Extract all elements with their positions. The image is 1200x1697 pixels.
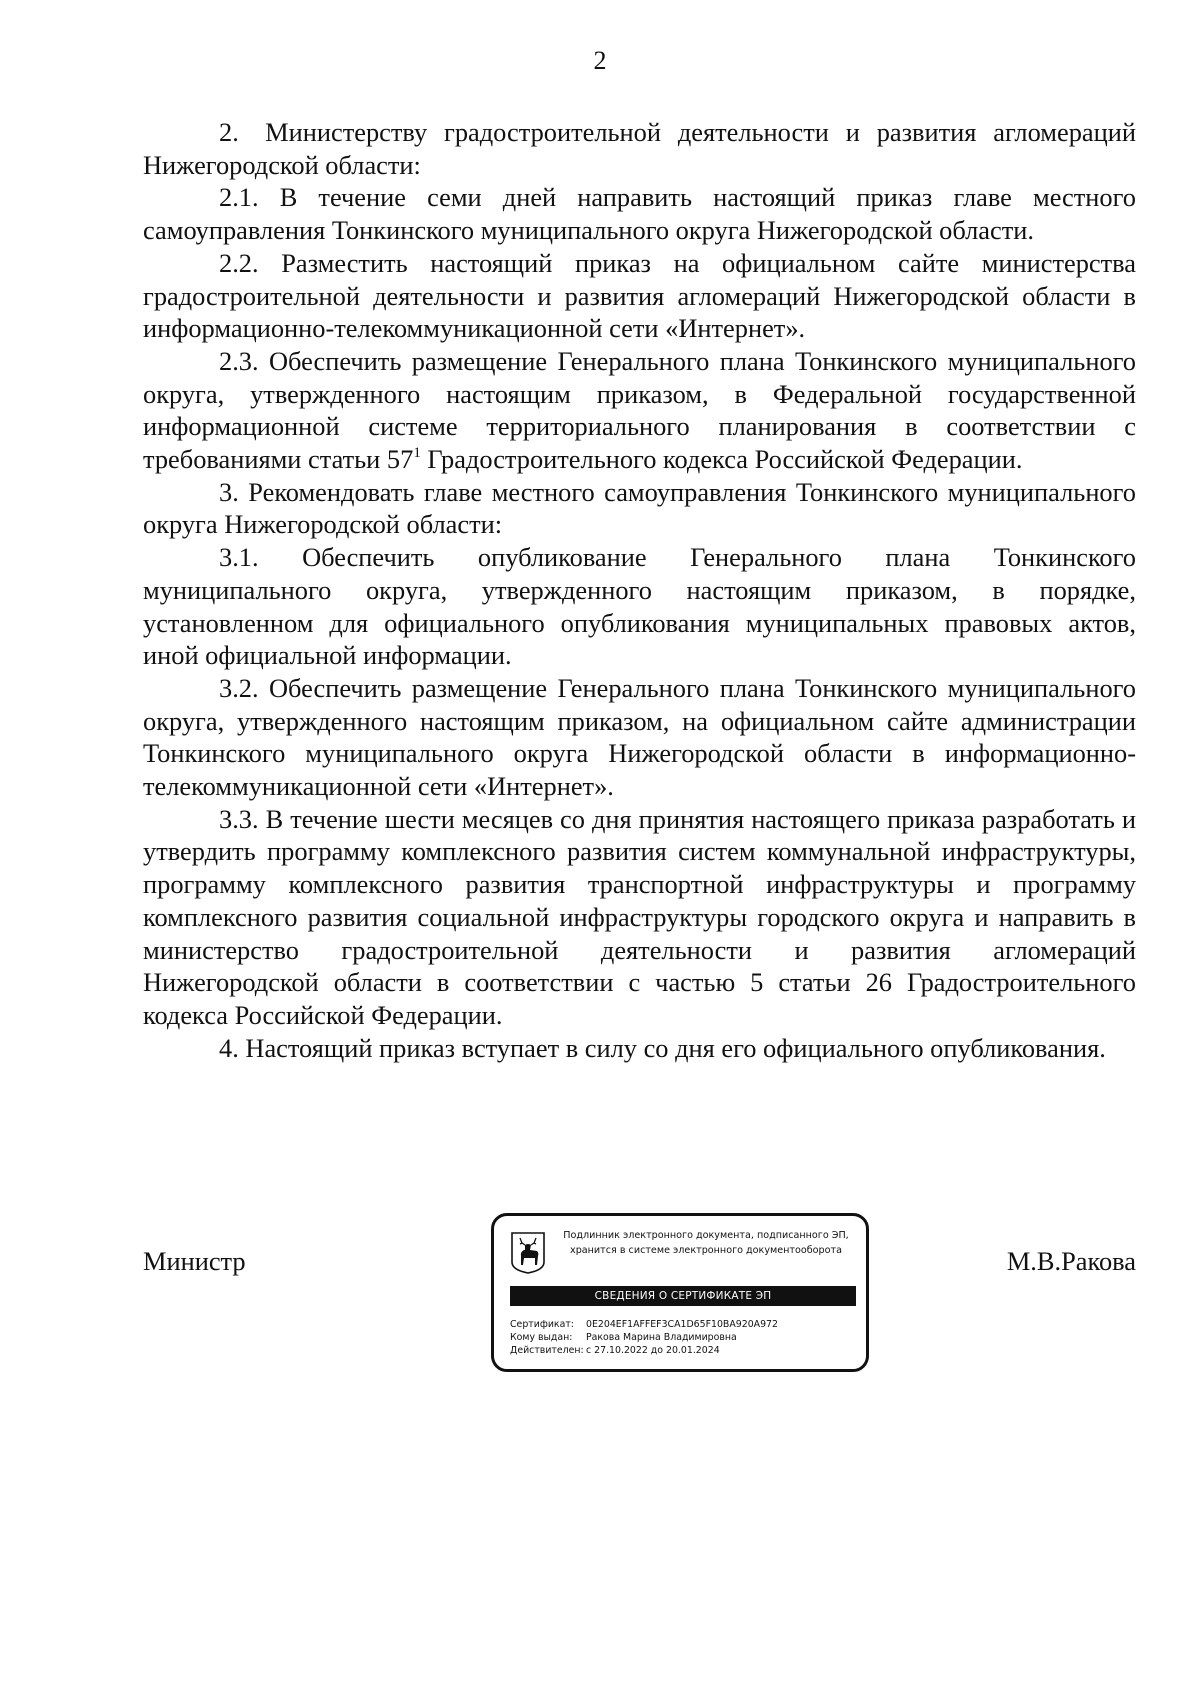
certificate-details [510,1318,856,1357]
stamp-header [552,1228,860,1258]
signatory-name: М.В.Ракова [1006,1246,1136,1276]
paragraph-2-1: 2.1. В течение семи дней направить настоящий приказ главе местного самоуправления Тонкинского муниципального округа Нижегородской области. [143,182,1136,246]
certificate-info-bar: СВЕДЕНИЯ О СЕРТИФИКАТЕ ЭП [510,1286,856,1306]
stamp-header-line-1: Подлинник электронного документа, подписанного ЭП, [563,1230,849,1241]
owner-row [510,1331,856,1344]
paragraph-3-2: 3.2. Обеспечить размещение Генерального плана Тонкинского муниципального округа, утвержденного настоящим приказом, на официальном сайте администрации Тонкинского муниципального округа Нижегородской области в информационно-телекоммуникационной сети «Интернет». [143,672,1136,802]
validity-label: Действителен: [510,1345,584,1356]
paragraph-3-3: 3.3. В течение шести месяцев со дня принятия настоящего приказа разработать и утвердить программу комплексного развития систем коммунальной инфраструктуры, программу комплексного развития транспортной инфраструктуры и программу комплексного развития социальной инфраструктуры городского округа и направить в министерство градостроительной деятельности и развития агломераций Нижегородской области в соответствии с частью 5 статьи 26 Градостроительного кодекса Российской Федерации. [143,803,1136,1030]
paragraph-3: 3. Рекомендовать главе местного самоуправления Тонкинского муниципального округа Нижегородской области: [143,476,1136,540]
paragraph-2-3-text: 2.3. Обеспечить размещение Генерального плана Тонкинского муниципального округа, утвержденного настоящим приказом, в Федеральной государственной информационной системе территориального планирования в соответствии с требованиями статьи 57 [143,345,1136,475]
validity-row [510,1344,856,1357]
owner-label: Кому выдан: [510,1332,573,1343]
owner-value: Ракова Марина Владимировна [586,1332,737,1343]
paragraph-2-2: 2.2. Разместить настоящий приказ на официальном сайте министерства градостроительной деятельности и развития агломераций Нижегородской области в информационно-телекоммуникационной сети «Интернет». [143,247,1136,344]
electronic-signature-stamp [491,1213,869,1372]
paragraph-3-1: 3.1. Обеспечить опубликование Генерального плана Тонкинского муниципального округа, утвержденного настоящим приказом, в порядке, установленном для официального опубликования муниципальных правовых актов, иной официальной информации. [143,542,1136,671]
signatory-position: Министр [143,1246,246,1276]
paragraph-2-3-tail: Градостроительного кодекса Российской Федерации. [420,444,1023,475]
order-body [143,116,1136,1064]
paragraph-4: 4. Настоящий приказ вступает в силу со дня его официального опубликования. [219,1032,1106,1063]
validity-value: с 27.10.2022 до 20.01.2024 [586,1345,720,1356]
paragraph-2-3 [143,345,1136,476]
article-superscript: 1 [413,445,421,462]
certificate-label: Сертификат: [510,1319,574,1330]
certificate-value: 0E204EF1AFFEF3CA1D65F10BA920A972 [586,1319,778,1330]
stamp-header-line-2: хранится в системе электронного документооборота [570,1245,842,1256]
page-number: 2 [593,46,607,75]
paragraph-2: 2. Министерству градостроительной деятельности и развития агломераций Нижегородской области: [143,117,1136,180]
deer-emblem-icon [511,1232,545,1274]
certificate-row [510,1318,856,1331]
